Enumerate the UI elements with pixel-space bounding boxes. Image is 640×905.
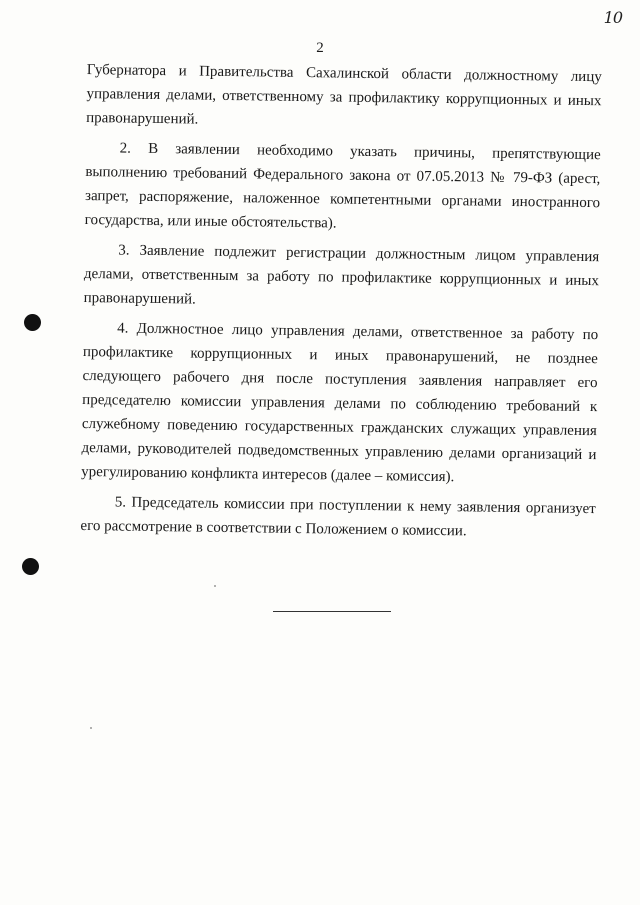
punch-hole-top	[24, 314, 41, 331]
paragraph-continuation: Губернатора и Правительства Сахалинской области должностному лицу управления делами, ответственному за профилактику коррупционных и иных правонарушений.	[86, 61, 602, 128]
paragraph-2: 2. В заявлении необходимо указать причины, препятствующие выполнению требований Федерального закона от 07.05.2013 № 79-ФЗ (арест, запрет, распоряжение, наложенное компетентными органами иностранного государства, или иные обстоятельства).	[84, 140, 601, 232]
paragraph-5: 5. Председатель комиссии при поступлении к нему заявления организует его рассмотрение в соответствии с Положением о комиссии.	[80, 494, 596, 540]
end-of-text-line	[273, 611, 391, 612]
paragraph-4: 4. Должностное лицо управления делами, ответственное за работу по профилактике коррупционных и иных правонарушений, не позднее следующего рабочего дня после поступления заявления направляет его председателю комиссии управления делами по соблюдению требований к служебному поведению государственных гражданских служащих управления делами, руководителей подведомственных управлению делами организаций и урегулированию конфликта интересов (далее – комиссия).	[81, 320, 599, 486]
scan-speck	[214, 585, 216, 587]
scan-speck	[90, 727, 92, 729]
paragraph-3: 3. Заявление подлежит регистрации должностным лицом управления делами, ответственным за работу по профилактике коррупционных и иных правонарушений.	[83, 242, 600, 308]
document-body	[80, 58, 602, 551]
page-number: 2	[316, 40, 324, 56]
handwritten-page-mark: 10	[603, 8, 622, 27]
punch-hole-bottom	[22, 558, 39, 575]
